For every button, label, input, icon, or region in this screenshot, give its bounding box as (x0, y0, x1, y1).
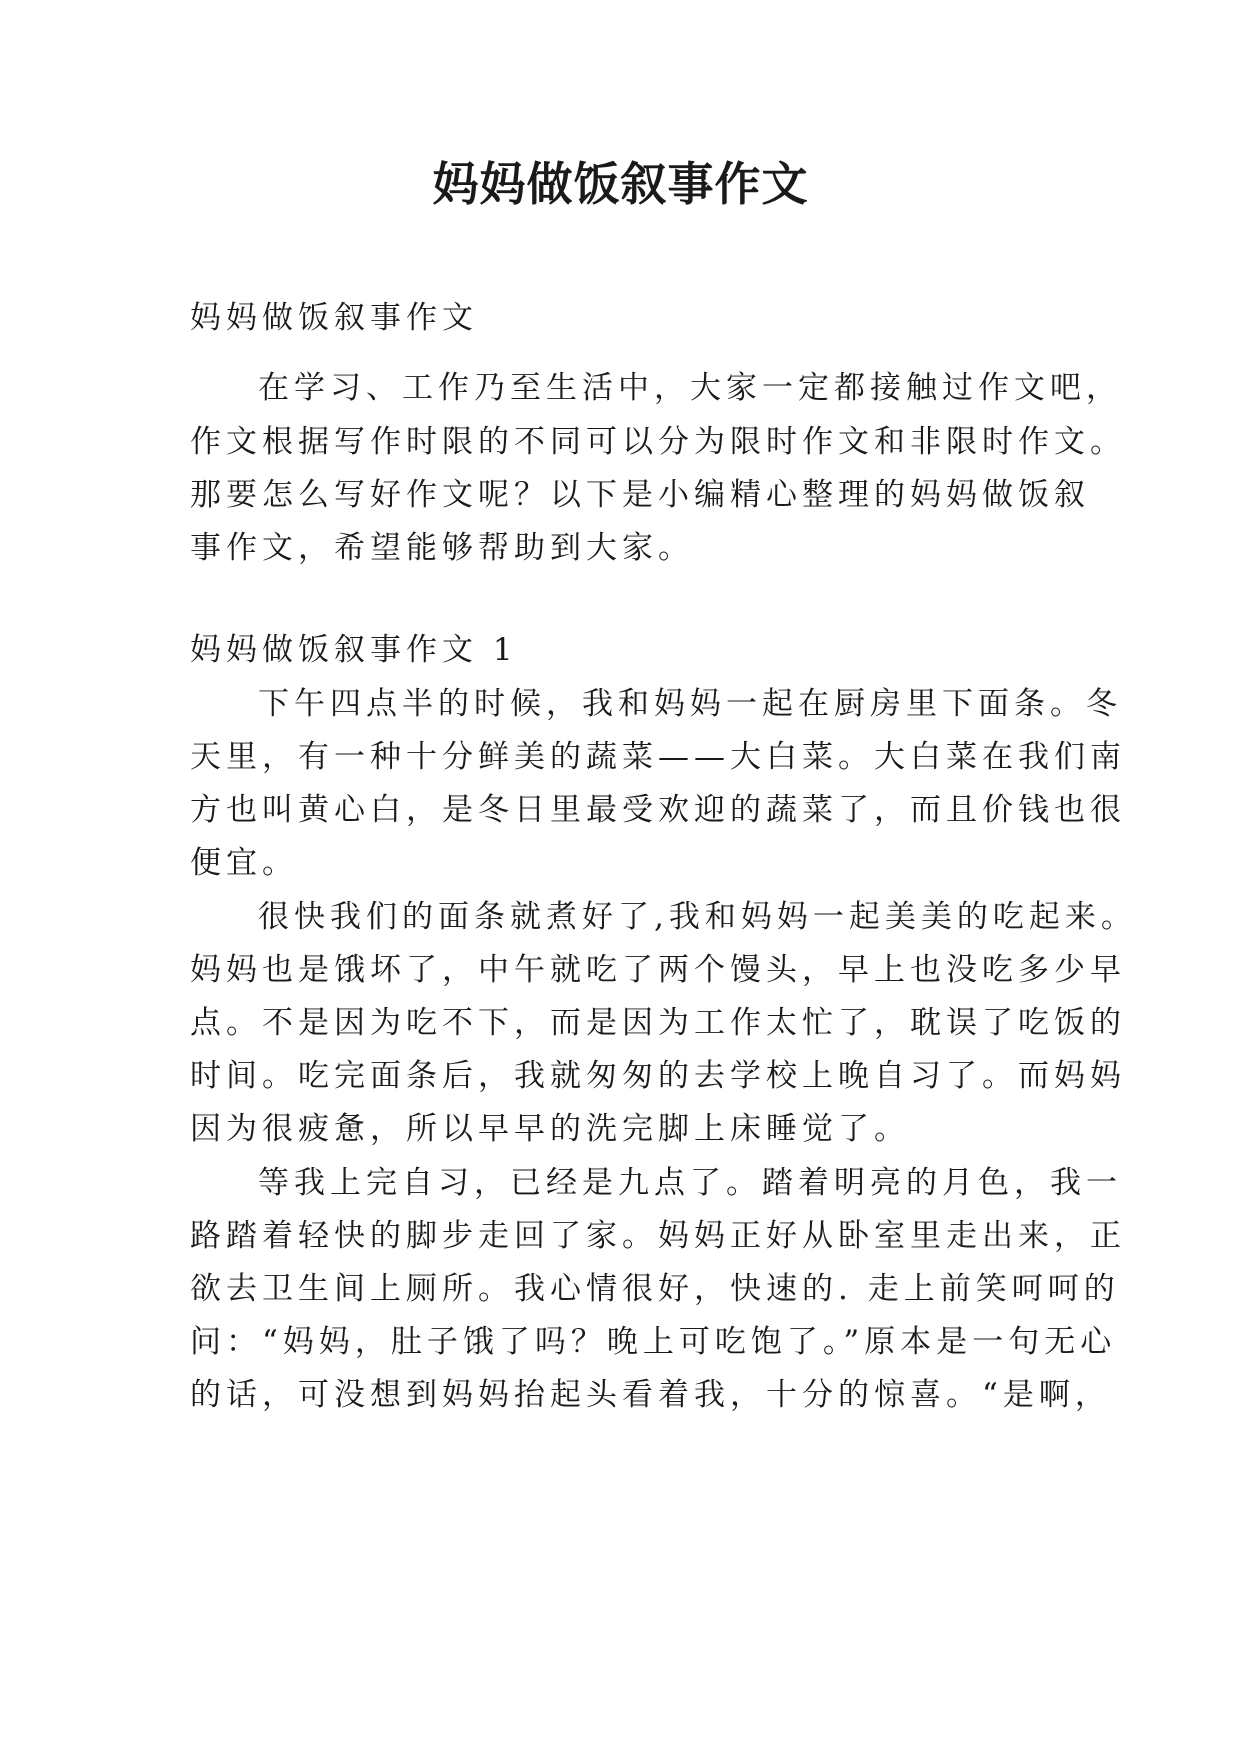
paragraph-line: 问：“妈妈，肚子饿了吗？晚上可吃饱了。”原本是一句无心 (190, 1324, 1117, 1360)
paragraph-line: 的话，可没想到妈妈抬起头看着我，十分的惊喜。“是啊， (190, 1377, 1111, 1413)
paragraph-line: 很快我们的面条就煮好了,我和妈妈一起美美的吃起来。 (258, 899, 1137, 935)
paragraph-line: 欲去卫生间上厕所。我心情很好，快速的. 走上前笑呵呵的 (190, 1271, 1120, 1307)
paragraph-line: 方也叫黄心白，是冬日里最受欢迎的蔬菜了，而且价钱也很 (190, 792, 1126, 828)
paragraph-line: 下午四点半的时候，我和妈妈一起在厨房里下面条。冬 (258, 686, 1122, 722)
intro-line: 作文根据写作时限的不同可以分为限时作文和非限时作文。 (190, 424, 1126, 460)
paragraph-line: 妈妈也是饿坏了，中午就吃了两个馒头，早上也没吃多少早 (190, 952, 1126, 988)
document-subtitle: 妈妈做饭叙事作文 (190, 300, 478, 336)
paragraph-line: 便宜。 (190, 845, 298, 881)
paragraph-line: 时间。吃完面条后，我就匆匆的去学校上晚自习了。而妈妈 (190, 1058, 1126, 1094)
paragraph-line: 天里，有一种十分鲜美的蔬菜——大白菜。大白菜在我们南 (190, 739, 1126, 775)
intro-line: 事作文，希望能够帮助到大家。 (190, 530, 694, 566)
section-heading: 妈妈做饭叙事作文 1 (190, 632, 518, 668)
intro-line: 在学习、工作乃至生活中，大家一定都接触过作文吧， (258, 370, 1122, 406)
paragraph-line: 等我上完自习，已经是九点了。踏着明亮的月色，我一 (258, 1165, 1122, 1201)
paragraph-line: 点。不是因为吃不下，而是因为工作太忙了，耽误了吃饭的 (190, 1005, 1126, 1041)
paragraph-line: 因为很疲惫，所以早早的洗完脚上床睡觉了。 (190, 1111, 910, 1147)
document-title: 妈妈做饭叙事作文 (432, 157, 809, 211)
intro-line: 那要怎么写好作文呢？以下是小编精心整理的妈妈做饭叙 (190, 477, 1090, 513)
paragraph-line: 路踏着轻快的脚步走回了家。妈妈正好从卧室里走出来，正 (190, 1218, 1126, 1254)
